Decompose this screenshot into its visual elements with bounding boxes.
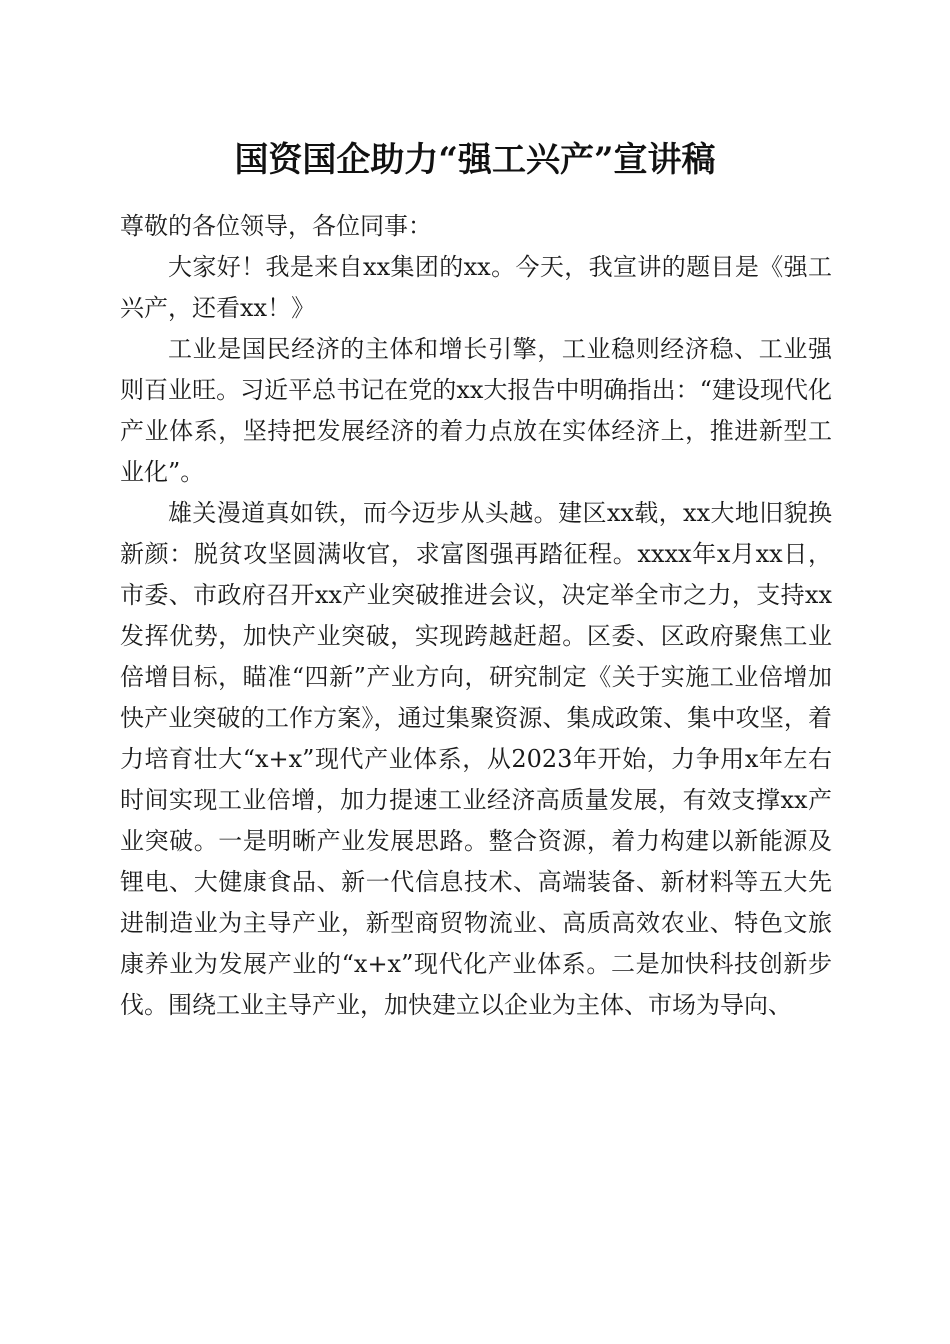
document-body [120,206,832,1026]
salutation: 尊敬的各位领导，各位同事： [120,212,432,240]
paragraph-development: 雄关漫道真如铁，而今迈步从头越。建区xx载，xx大地旧貌换新颜：脱贫攻坚圆满收官，求富图强再踏征程。xxxx年x月xx日，市委、市政府召开xx产业突破推进会议，决定举全市之力，支持xx发挥优势，加快产业突破，实现跨越赶超。区委、区政府聚焦工业倍增目标，瞄准“四新”产业方向，研究制定《关于实施工业倍增加快产业突破的工作方案》，通过集聚资源、集成政策、集中攻坚，着力培育壮大“x+x”现代产业体系，从2023年开始，力争用x年左右时间实现工业倍增，加力提速工业经济高质量发展，有效支撑xx产业突破。一是明晰产业发展思路。整合资源，着力构建以新能源及锂电、大健康食品、新一代信息技术、高端装备、新材料等五大先进制造业为主导产业，新型商贸物流业、高质高效农业、特色文旅康养业为发展产业的“x+x”现代化产业体系。二是加快科技创新步伐。围绕工业主导产业，加快建立以企业为主体、市场为导向、 [120,499,832,1019]
document-title: 国资国企助力“强工兴产”宣讲稿 [234,140,716,180]
paragraph-greeting: 大家好！我是来自xx集团的xx。今天，我宣讲的题目是《强工兴产，还看xx！》 [120,253,832,322]
paragraph-industry: 工业是国民经济的主体和增长引擎，工业稳则经济稳、工业强则百业旺。习近平总书记在党的xx大报告中明确指出：“建设现代化产业体系，坚持把发展经济的着力点放在实体经济上，推进新型工业化”。 [120,335,832,486]
